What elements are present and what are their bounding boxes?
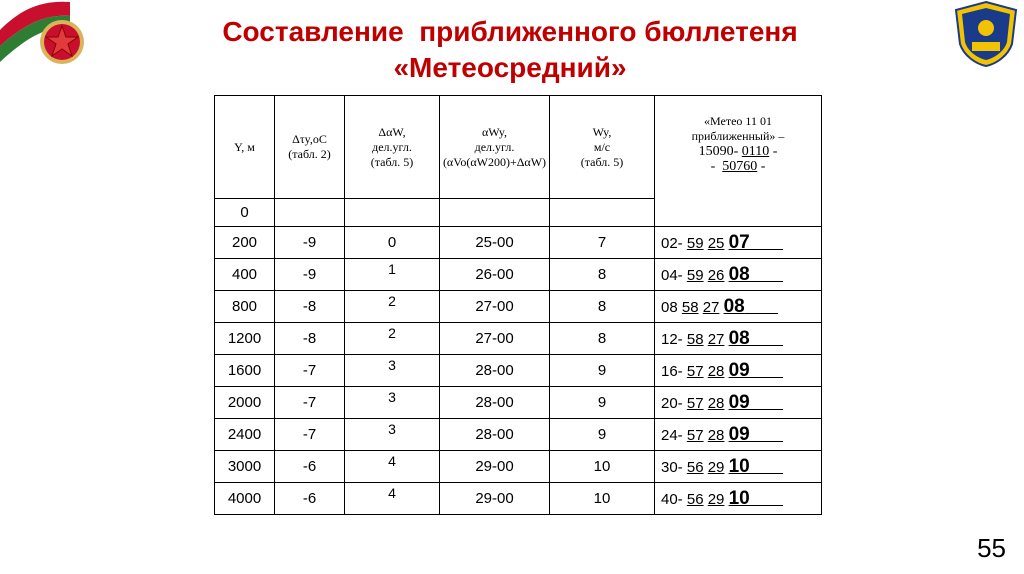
header-wind-speed: Wy, м/с (табл. 5)	[550, 96, 655, 199]
table-row	[215, 451, 822, 483]
cell-bulletin: 02- 59 25 07	[655, 227, 822, 259]
cell-direction-correction: 2	[345, 323, 440, 355]
table-row	[215, 355, 822, 387]
slide-title	[140, 14, 880, 86]
cell-direction-correction: 4	[345, 451, 440, 483]
cell-direction-correction: 1	[345, 259, 440, 291]
header-direction-correction: ΔαW, дел.угл. (табл. 5)	[345, 96, 440, 199]
cell-temp-deviation: -8	[275, 291, 345, 323]
header-bulletin: «Метео 11 01 приближенный» – 15090- 0110 - - 50760 -	[655, 96, 822, 227]
table-row	[215, 419, 822, 451]
meteo-table	[214, 95, 822, 515]
cell-wind-direction: 28-00	[440, 355, 550, 387]
table-row	[215, 259, 822, 291]
university-badge-icon	[952, 0, 1020, 68]
cell-bulletin: 04- 59 26 08	[655, 259, 822, 291]
cell-temp-deviation: -7	[275, 355, 345, 387]
star-emblem-icon	[0, 0, 100, 72]
cell-y: 3000	[215, 451, 275, 483]
cell-temp-deviation: -7	[275, 387, 345, 419]
cell-temp-deviation: -8	[275, 323, 345, 355]
cell-y: 0	[215, 199, 275, 227]
cell-wind-direction: 28-00	[440, 419, 550, 451]
table-row	[215, 387, 822, 419]
cell-wind-direction: 27-00	[440, 291, 550, 323]
table-row	[215, 291, 822, 323]
cell-direction-correction: 3	[345, 387, 440, 419]
cell-wind-direction: 27-00	[440, 323, 550, 355]
header-wind-direction: αWy, дел.угл. (αVo(αW200)+ΔαW)	[440, 96, 550, 199]
cell-y: 1200	[215, 323, 275, 355]
cell-wind-speed: 8	[550, 323, 655, 355]
cell-bulletin: 12- 58 27 08	[655, 323, 822, 355]
cell-direction-correction: 3	[345, 419, 440, 451]
cell-wind-direction: 26-00	[440, 259, 550, 291]
cell-temp-deviation: -9	[275, 259, 345, 291]
cell-y: 2000	[215, 387, 275, 419]
cell-wind-speed: 10	[550, 451, 655, 483]
cell-direction-correction: 4	[345, 483, 440, 515]
slide-title-line2: «Метеосредний»	[393, 52, 627, 83]
cell-bulletin: 16- 57 28 09	[655, 355, 822, 387]
cell-wind-speed: 7	[550, 227, 655, 259]
cell-bulletin: 20- 57 28 09	[655, 387, 822, 419]
header-y: Y, м	[215, 96, 275, 199]
table-row	[215, 483, 822, 515]
cell-temp-deviation: -6	[275, 451, 345, 483]
cell-y: 400	[215, 259, 275, 291]
cell-wind-speed: 8	[550, 259, 655, 291]
cell-temp-deviation: -6	[275, 483, 345, 515]
slide-number: 55	[977, 533, 1006, 563]
cell-y: 2400	[215, 419, 275, 451]
cell-direction-correction: 2	[345, 291, 440, 323]
cell-wind-speed: 9	[550, 355, 655, 387]
cell-wind-direction: 29-00	[440, 483, 550, 515]
cell-y: 1600	[215, 355, 275, 387]
cell-y: 200	[215, 227, 275, 259]
cell-wind-speed: 9	[550, 387, 655, 419]
cell-bulletin: 08 58 27 08	[655, 291, 822, 323]
cell-wind-speed: 8	[550, 291, 655, 323]
cell-wind-direction: 29-00	[440, 451, 550, 483]
cell-wind-speed: 9	[550, 419, 655, 451]
cell-bulletin: 24- 57 28 09	[655, 419, 822, 451]
slide-title-line1: Составление приближенного бюллетеня	[222, 16, 798, 47]
table-header-row	[215, 96, 822, 199]
cell-y: 4000	[215, 483, 275, 515]
cell-temp-deviation: -7	[275, 419, 345, 451]
cell-y: 800	[215, 291, 275, 323]
cell-bulletin: 40- 56 29 10	[655, 483, 822, 515]
cell-bulletin: 30- 56 29 10	[655, 451, 822, 483]
header-temp-deviation: Δτy,oC (табл. 2)	[275, 96, 345, 199]
cell-wind-direction: 25-00	[440, 227, 550, 259]
table-body	[215, 227, 822, 515]
cell-wind-speed: 10	[550, 483, 655, 515]
table-row	[215, 323, 822, 355]
table-row	[215, 227, 822, 259]
cell-direction-correction: 3	[345, 355, 440, 387]
cell-direction-correction: 0	[345, 227, 440, 259]
cell-wind-direction: 28-00	[440, 387, 550, 419]
cell-temp-deviation: -9	[275, 227, 345, 259]
